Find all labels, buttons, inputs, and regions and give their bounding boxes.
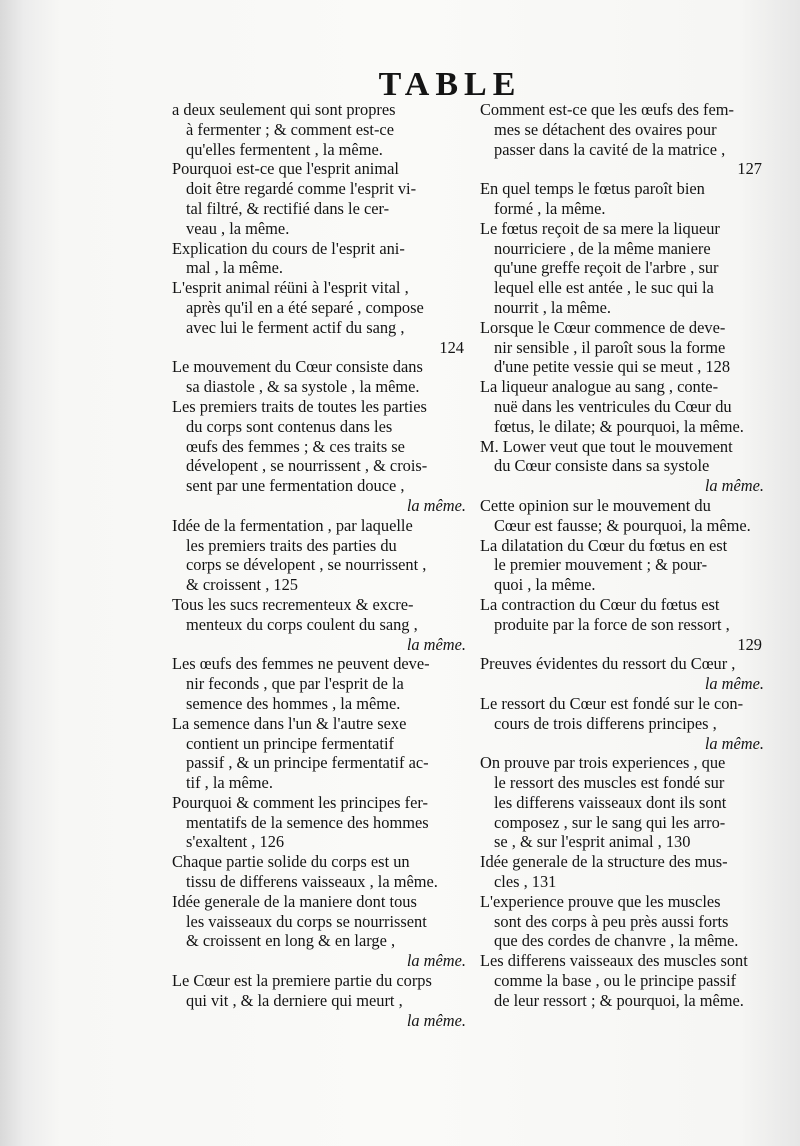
entry-line: La dilatation du Cœur du fœtus en est [480, 535, 728, 555]
entry-line: s'exaltent , 126 [186, 832, 285, 852]
entry-line: à fermenter ; & comment est-ce [186, 119, 394, 139]
index-entry [172, 516, 472, 595]
entry-line: quoi , la même. [494, 575, 596, 595]
entry-line: Les differens vaisseaux des muscles sont [480, 951, 748, 971]
entry-line: Le mouvement du Cœur consiste dans [172, 357, 423, 377]
index-entry [480, 377, 770, 436]
entry-line: tal filtré, & rectifié dans le cer- [186, 198, 390, 218]
entry-line: la même. [406, 495, 466, 515]
entry-line: Tous les sucs recrementeux & excre- [172, 594, 414, 614]
entry-line: les premiers traits des parties du [186, 535, 397, 555]
entry-line: La semence dans l'un & l'autre sexe [172, 713, 407, 733]
entry-line: avec lui le ferment actif du sang , [186, 317, 405, 337]
index-entry [480, 179, 770, 219]
index-entry [480, 318, 770, 377]
index-entry [480, 219, 770, 318]
entry-line: d'une petite vessie qui se meut , 128 [494, 357, 731, 377]
index-entry [480, 100, 770, 179]
entry-line: & croissent en long & en large , [186, 931, 396, 951]
entry-line: passer dans la cavité de la matrice , [494, 139, 726, 159]
index-entry [480, 536, 770, 595]
index-entry [172, 654, 472, 713]
entry-line: formé , la même. [494, 198, 606, 218]
entry-line: que des cordes de chanvre , la même. [494, 931, 739, 951]
entry-line: de leur ressort ; & pourquoi, la même. [494, 990, 744, 1010]
index-entry [480, 753, 770, 852]
index-entry [172, 357, 472, 397]
entry-line: doit être regardé comme l'esprit vi- [186, 179, 417, 199]
entry-line: nourrit , la même. [494, 297, 611, 317]
entry-line: On prouve par trois experiences , que [480, 753, 726, 773]
entry-line: menteux du corps coulent du sang , [186, 614, 418, 634]
entry-line: veau , la même. [186, 218, 290, 238]
index-entry [172, 892, 472, 971]
entry-line: contient un principe fermentatif [186, 733, 394, 753]
index-entry [172, 100, 472, 159]
entry-line: Explication du cours de l'esprit ani- [172, 238, 405, 258]
entry-line: Idée generale de la structure des mus- [480, 852, 728, 872]
entry-line: fœtus, le dilate; & pourquoi, la même. [494, 416, 744, 436]
entry-line: corps se dévelopent , se nourrissent , [186, 555, 427, 575]
entry-line: la même. [704, 476, 764, 496]
entry-line: œufs des femmes ; & ces traits se [186, 436, 405, 456]
entry-line: sa diastole , & sa systole , la même. [186, 377, 420, 397]
entry-line: L'experience prouve que les muscles [480, 891, 721, 911]
index-entry [172, 278, 472, 357]
entry-line: 127 [737, 159, 762, 179]
entry-line: nourriciere , de la même maniere [494, 238, 711, 258]
entry-line: la même. [406, 951, 466, 971]
index-entry [480, 892, 770, 951]
index-entry [172, 714, 472, 793]
left-column [172, 100, 472, 1030]
entry-line: du Cœur consiste dans sa systole [494, 456, 710, 476]
entry-line: produite par la force de son ressort , [494, 614, 730, 634]
index-entry [172, 159, 472, 238]
entry-line: Cœur est fausse; & pourquoi, la même. [494, 515, 751, 535]
entry-line: la même. [704, 674, 764, 694]
entry-line: tissu de differens vaisseaux , la même. [186, 872, 438, 892]
entry-line: cours de trois differens principes , [494, 713, 717, 733]
index-entry [172, 397, 472, 516]
index-entry [480, 595, 770, 654]
entry-line: mes se détachent des ovaires pour [494, 119, 717, 139]
entry-line: dévelopent , se nourrissent , & crois- [186, 456, 428, 476]
entry-line: mal , la même. [186, 258, 283, 278]
entry-line: Le fœtus reçoit de sa mere la liqueur [480, 218, 720, 238]
entry-line: passif , & un principe fermentatif ac- [186, 753, 429, 773]
entry-line: tif , la même. [186, 773, 273, 793]
entry-line: a deux seulement qui sont propres [172, 100, 396, 119]
entry-line: qui vit , & la derniere qui meurt , [186, 990, 403, 1010]
entry-line: L'esprit animal réüni à l'esprit vital , [172, 278, 409, 298]
index-entry [172, 852, 472, 892]
right-column [480, 100, 770, 1011]
index-entry [480, 437, 770, 496]
entry-line: se , & sur l'esprit animal , 130 [494, 832, 691, 852]
entry-line: Pourquoi est-ce que l'esprit animal [172, 159, 399, 179]
index-entry [480, 694, 770, 753]
index-entry [172, 793, 472, 852]
entry-line: Le Cœur est la premiere partie du corps [172, 971, 432, 991]
index-entry [480, 496, 770, 536]
index-entry [172, 595, 472, 654]
entry-line: sent par une fermentation douce , [186, 476, 405, 496]
page-header: TABLE [378, 66, 522, 103]
entry-line: 124 [439, 337, 464, 357]
entry-line: la même. [406, 1010, 466, 1030]
entry-line: mentatifs de la semence des hommes [186, 812, 429, 832]
index-entry [172, 239, 472, 279]
entry-line: lequel elle est antée , le suc qui la [494, 278, 714, 298]
entry-line: le ressort des muscles est fondé sur [494, 773, 725, 793]
entry-line: du corps sont contenus dans les [186, 416, 393, 436]
entry-line: le premier mouvement ; & pour- [494, 555, 708, 575]
index-entry [172, 971, 472, 1030]
entry-line: Chaque partie solide du corps est un [172, 852, 410, 872]
entry-line: Lorsque le Cœur commence de deve- [480, 317, 726, 337]
index-entry [480, 852, 770, 892]
index-entry [480, 951, 770, 1010]
entry-line: Comment est-ce que les œufs des fem- [480, 100, 734, 119]
entry-line: qu'une greffe reçoit de l'arbre , sur [494, 258, 719, 278]
entry-line: comme la base , ou le principe passif [494, 971, 737, 991]
entry-line: Cette opinion sur le mouvement du [480, 495, 711, 515]
entry-line: Pourquoi & comment les principes fer- [172, 792, 428, 812]
entry-line: 129 [737, 634, 762, 654]
entry-line: M. Lower veut que tout le mouvement [480, 436, 733, 456]
entry-line: semence des hommes , la même. [186, 693, 401, 713]
entry-line: En quel temps le fœtus paroît bien [480, 179, 705, 199]
entry-line: qu'elles fermentent , la même. [186, 139, 383, 159]
index-entry [480, 654, 770, 694]
entry-line: les differens vaisseaux dont ils sont [494, 792, 727, 812]
entry-line: nir feconds , que par l'esprit de la [186, 674, 404, 694]
entry-line: cles , 131 [494, 872, 557, 892]
entry-line: la même. [406, 634, 466, 654]
entry-line: Idée de la fermentation , par laquelle [172, 515, 413, 535]
entry-line: composez , sur le sang qui les arro- [494, 812, 726, 832]
entry-line: Le ressort du Cœur est fondé sur le con- [480, 693, 744, 713]
entry-line: La liqueur analogue au sang , conte- [480, 377, 719, 397]
entry-line: les vaisseaux du corps se nourrissent [186, 911, 427, 931]
entry-line: La contraction du Cœur du fœtus est [480, 594, 720, 614]
entry-line: Les œufs des femmes ne peuvent deve- [172, 654, 430, 674]
entry-line: Preuves évidentes du ressort du Cœur , [480, 654, 736, 674]
entry-line: Les premiers traits de toutes les parties [172, 396, 427, 416]
entry-line: après qu'il en a été separé , compose [186, 297, 424, 317]
entry-line: la même. [704, 733, 764, 753]
entry-line: sont des corps à peu près aussi forts [494, 911, 729, 931]
entry-line: nir sensible , il paroît sous la forme [494, 337, 726, 357]
entry-line: & croissent , 125 [186, 575, 298, 595]
entry-line: Idée generale de la maniere dont tous [172, 891, 417, 911]
entry-line: nuë dans les ventricules du Cœur du [494, 396, 732, 416]
